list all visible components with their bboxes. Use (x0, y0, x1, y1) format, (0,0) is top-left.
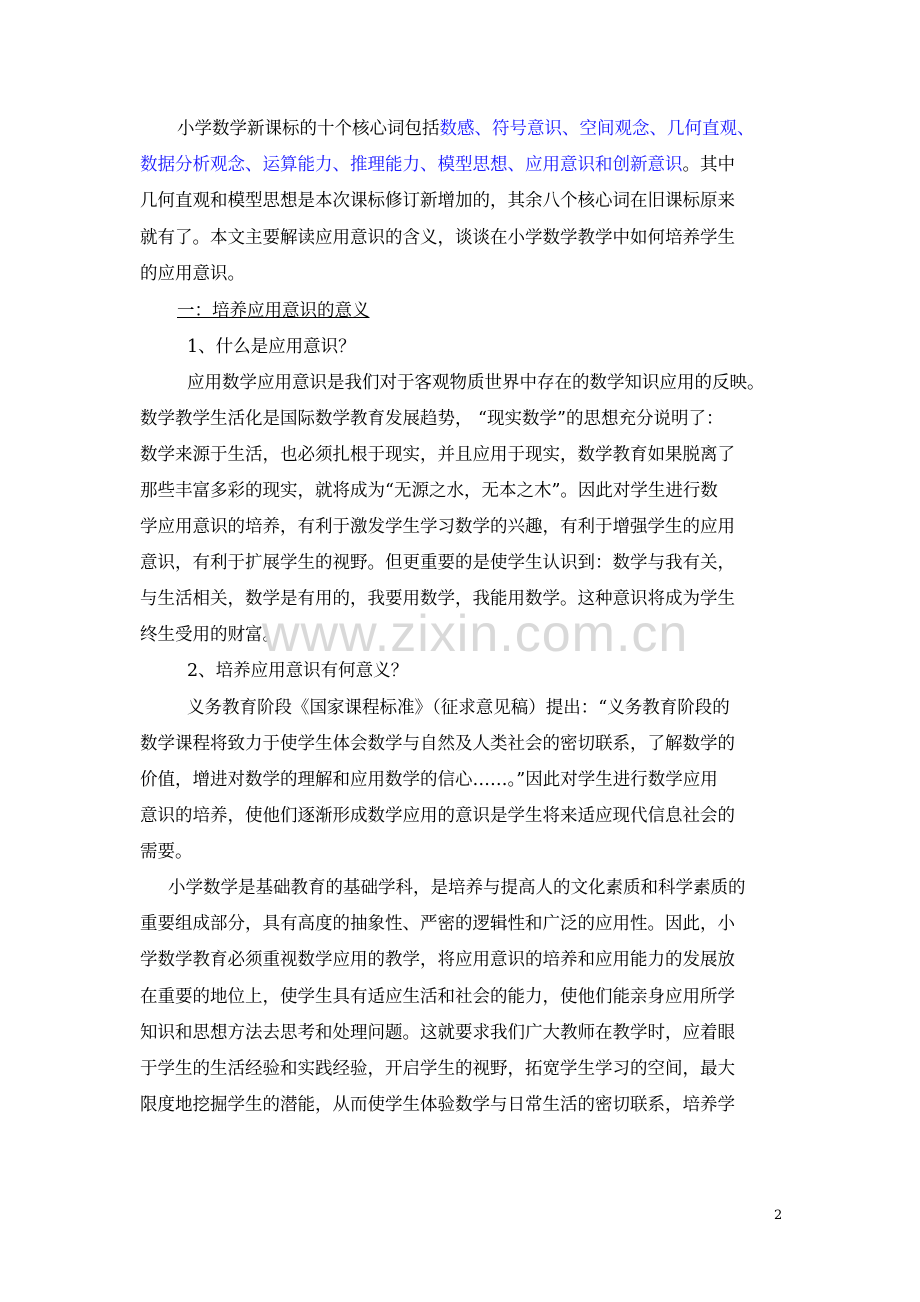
paragraph2-line2: 数学教学生活化是国际数学教育发展趋势， “现实数学”的思想充分说明了： (140, 409, 724, 429)
paragraph1-line4: 就有了。本文主要解读应用意识的含义，谈谈在小学数学教学中如何培养学生 (140, 228, 735, 248)
paragraph4-line3: 学数学教育必须重视数学应用的教学，将应用意识的培养和应用能力的发展放 (140, 950, 735, 970)
paragraph1-line2-suffix: 。其中 (682, 155, 735, 175)
paragraph2-line8: 终生受用的财富。 (140, 625, 280, 645)
paragraph4-line1: 小学数学是基础教育的基础学科，是培养与提高人的文化素质和科学素质的 (168, 878, 746, 898)
paragraph1-line2 (140, 154, 735, 176)
paragraph4-line5: 知识和思想方法去思考和处理问题。这就要求我们广大教师在教学时，应着眼 (140, 1023, 735, 1043)
paragraph3-line3: 价值，增进对数学的理解和应用数学的信心……。”因此对学生进行数学应用 (140, 770, 718, 790)
paragraph2-line6: 意识，有利于扩展学生的视野。但更重要的是使学生认识到：数学与我有关， (140, 553, 735, 573)
paragraph4-line7: 限度地挖掘学生的潜能，从而使学生体验数学与日常生活的密切联系，培养学 (140, 1095, 735, 1115)
paragraph4-line6: 于学生的生活经验和实践经验，开启学生的视野，拓宽学生学习的空间，最大 (140, 1059, 735, 1079)
paragraph3-line1: 义务教育阶段《国家课程标准》（征求意见稿）提出：“义务教育阶段的 (187, 698, 730, 718)
page-number: 2 (774, 1208, 783, 1223)
core-keywords-line2: 数据分析观念、运算能力、推理能力、模型思想、应用意识和创新意识 (140, 155, 683, 175)
question1-heading: 1、什么是应用意识？ (187, 337, 356, 357)
paragraph3-line4: 意识的培养，使他们逐渐形成数学应用的意识是学生将来适应现代信息社会的 (140, 806, 735, 826)
paragraph2-line4: 那些丰富多彩的现实，就将成为“无源之水，无本之木”。因此对学生进行数 (140, 481, 718, 501)
paragraph2-line7: 与生活相关，数学是有用的，我要用数学，我能用数学。这种意识将成为学生 (140, 589, 735, 609)
paragraph2-line5: 学应用意识的培养，有利于激发学生学习数学的兴趣，有利于增强学生的应用 (140, 517, 735, 537)
paragraph1-line1 (177, 118, 755, 140)
paragraph1-prefix: 小学数学新课标的十个核心词包括 (177, 119, 440, 139)
paragraph1-line5: 的应用意识。 (140, 264, 245, 284)
watermark-text: www.zixin.com.cn (262, 605, 689, 663)
paragraph2-line1: 应用数学应用意识是我们对于客观物质世界中存在的数学知识应用的反映。 (187, 373, 765, 393)
paragraph1-line3: 几何直观和模型思想是本次课标修订新增加的，其余八个核心词在旧课标原来 (140, 191, 735, 211)
paragraph4-line2: 重要组成部分，具有高度的抽象性、严密的逻辑性和广泛的应用性。因此，小 (140, 914, 735, 934)
paragraph3-line5: 需要。 (140, 842, 193, 862)
core-keywords-line1: 数感、符号意识、空间观念、几何直观、 (439, 119, 755, 139)
paragraph2-line3: 数学来源于生活，也必须扎根于现实，并且应用于现实，数学教育如果脱离了 (140, 445, 735, 465)
paragraph4-line4: 在重要的地位上，使学生具有适应生活和社会的能力，使他们能亲身应用所学 (140, 987, 735, 1007)
section1-heading: 一：培养应用意识的意义 (177, 301, 370, 321)
question2-heading: 2、培养应用意识有何意义？ (187, 661, 409, 681)
paragraph3-line2: 数学课程将致力于使学生体会数学与自然及人类社会的密切联系，了解数学的 (140, 734, 735, 754)
